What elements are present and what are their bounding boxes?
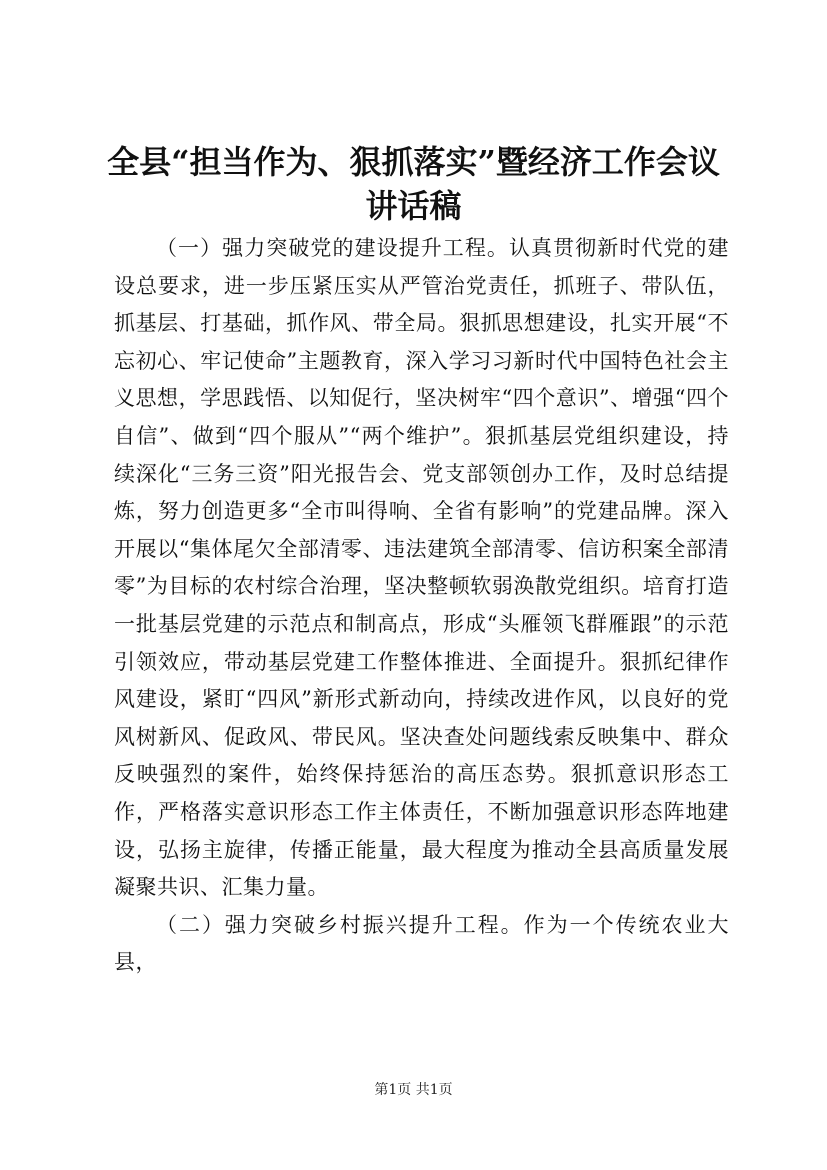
paragraph-2: （二）强力突破乡村振兴提升工程。作为一个传统农业大县， [114, 912, 729, 975]
document-title: 全县“担当作为、狠抓落实”暨经济工作会议讲话稿 [107, 143, 720, 225]
paragraph-1: （一）强力突破党的建设提升工程。认真贯彻新时代党的建设总要求，进一步压紧压实从严管治党责任，抓班子、带队伍，抓基层、打基础，抓作风、带全局。狠抓思想建设，扎实开展“不忘初心、牢记使命”主题教育，深入学习习新时代中国特色社会主义思想，学思践悟、以知促行，坚决树牢“四个意识”、增强“四个自信”、做到“四个服从”“两个维护”。狠抓基层党组织建设，持续深化“三务三资”阳光报告会、党支部领创办工作，及时总结提炼，努力创造更多“全市叫得响、全省有影响”的党建品牌。深入开展以“集体尾欠全部清零、违法建筑全部清零、信访积案全部清零”为目标的农村综合治理，坚决整顿软弱涣散党组织。培育打造一批基层党建的示范点和制高点，形成“头雁领飞群雁跟”的示范引领效应，带动基层党建工作整体推进、全面提升。狠抓纪律作风建设，紧盯“四风”新形式新动向，持续改进作风，以良好的党风树新风、促政风、带民风。坚决查处问题线索反映集中、群众反映强烈的案件，始终保持惩治的高压态势。狠抓意识形态工作，严格落实意识形态工作主体责任，不断加强意识形态阵地建设，弘扬主旋律，传播正能量，最大程度为推动全县高质量发展凝聚共识、汇集力量。 [114, 236, 729, 900]
page-footer: 第1页 共1页 [374, 1082, 453, 1098]
document-body [114, 230, 729, 982]
